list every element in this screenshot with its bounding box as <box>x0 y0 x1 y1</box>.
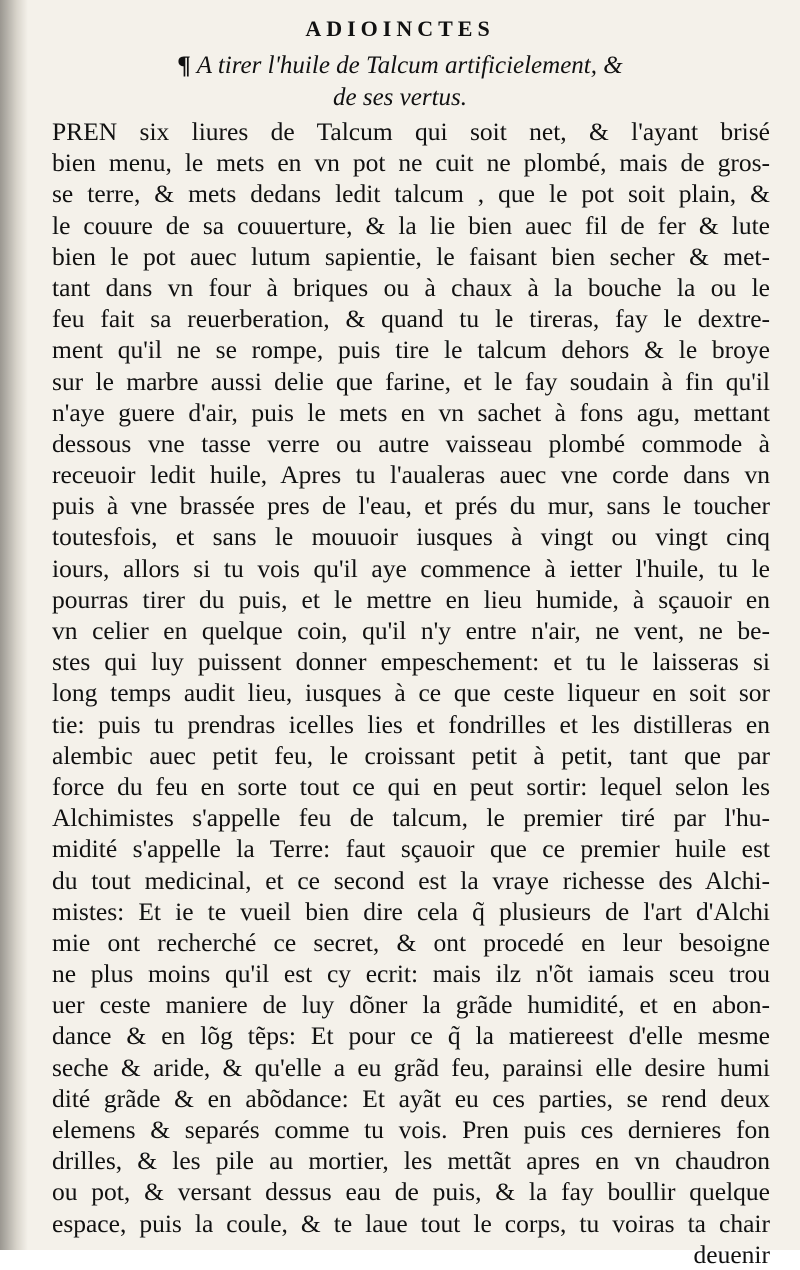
text-line: ou pot, & versant dessus eau de puis, & la fay boullir quelque <box>52 1177 770 1207</box>
text-line: ne plus moins qu'il est cy ecrit: mais ilz n'õt iamais sceu trou <box>52 959 770 989</box>
text-line: tant dans vn four à briques ou à chaux à la bouche la ou le <box>52 272 770 302</box>
text-line: n'aye guere d'air, puis le mets en vn sachet à fons agu, mettant <box>52 397 770 427</box>
text-line: long temps audit lieu, iusques à ce que ceste liqueur en soit sor <box>52 678 770 708</box>
text-line: dité grãde & en abõdance: Et ayãt eu ces parties, se rend deux <box>52 1083 770 1113</box>
text-line: iours, allors si tu vois qu'il aye commence à ietter l'huile, tu le <box>52 553 770 583</box>
pilcrow-icon: ¶ <box>177 52 191 79</box>
text-line: du tout medicinal, et ce second est la vraye richesse des Alchi- <box>52 865 770 895</box>
text-line: tie: puis tu prendras icelles lies et fondrilles et les distilleras en <box>52 709 770 739</box>
text-line: bien menu, le mets en vn pot ne cuit ne plombé, mais de gros- <box>52 148 770 178</box>
text-line: vn celier en quelque coin, qu'il n'y entre n'air, ne vent, ne be- <box>52 616 770 645</box>
text-line: toutesfois, et sans le mouuoir iusques à vingt ou vingt cinq <box>52 522 770 552</box>
text-line: mistes: Et ie te vueil bien dire cela q̃ plusieurs de l'art d'Alchi <box>52 896 770 926</box>
text-line: pourras tirer du puis, et le mettre en lieu humide, à sçauoir en <box>52 584 770 614</box>
text-line: alembic auec petit feu, le croissant petit à petit, tant que par <box>52 740 770 770</box>
text-line: bien le pot auec lutum sapientie, le faisant bien secher & met- <box>52 241 770 271</box>
text-line: force du feu en sorte tout ce qui en peut sortir: lequel selon les <box>52 771 770 801</box>
text-line: ment qu'il ne se rompe, puis tire le talcum dehors & le broye <box>52 335 770 365</box>
text-line: espace, puis la coule, & te laue tout le corps, tu voiras ta chair <box>52 1208 770 1238</box>
text-line: stes qui luy puissent donner empeschement: et tu le laisseras si <box>52 647 770 677</box>
page-gutter-shadow <box>0 0 28 1250</box>
text-line: uer ceste maniere de luy dõner la grãde humidité, et en abon- <box>52 990 770 1020</box>
text-line: dessous vne tasse verre ou autre vaisseau plombé commode à <box>52 428 770 458</box>
chapter-title-text-1: A tirer l'huile de Talcum artificielement, & <box>196 52 623 79</box>
text-line: deuenir <box>693 1239 770 1269</box>
text-line: puis à vne brassée pres de l'eau, et prés du mur, sans le toucher <box>52 491 770 521</box>
text-line: sur le marbre aussi delie que farine, et le fay soudain à fin qu'il <box>52 366 770 396</box>
text-line: se terre, & mets dedans ledit talcum , que le pot soit plain, & <box>52 179 770 209</box>
text-line: PREN six liures de Talcum qui soit net, & l'ayant brisé <box>52 117 770 146</box>
chapter-title-line-2: de ses vertus. <box>333 84 467 111</box>
text-line: dance & en lõg tẽps: Et pour ce q̃ la matiereest d'elle mesme <box>52 1021 770 1051</box>
text-line: mie ont recherché ce secret, & ont procedé en leur besoigne <box>52 927 770 957</box>
text-line: drilles, & les pile au mortier, les mettãt apres en vn chaudron <box>52 1146 770 1176</box>
text-line: midité s'appelle la Terre: faut sçauoir que ce premier huile est <box>52 834 770 864</box>
text-line: feu fait sa reuerberation, & quand tu le tireras, fay le dextre- <box>52 304 770 334</box>
text-line: elemens & separés comme tu vois. Pren puis ces dernieres fon <box>52 1115 770 1144</box>
text-line: le couure de sa couuerture, & la lie bien auec fil de fer & lute <box>52 210 770 240</box>
chapter-title-line-1 <box>0 52 800 80</box>
text-line: Alchimistes s'appelle feu de talcum, le premier tiré par l'hu- <box>52 803 770 833</box>
text-line: receuoir ledit huile, Apres tu l'aualeras auec vne corde dans vn <box>52 460 770 490</box>
running-header: ADIOINCTES <box>305 16 495 41</box>
text-line: seche & aride, & qu'elle a eu grãd feu, parainsi elle desire humi <box>52 1052 770 1082</box>
body-paragraph <box>52 116 770 1270</box>
